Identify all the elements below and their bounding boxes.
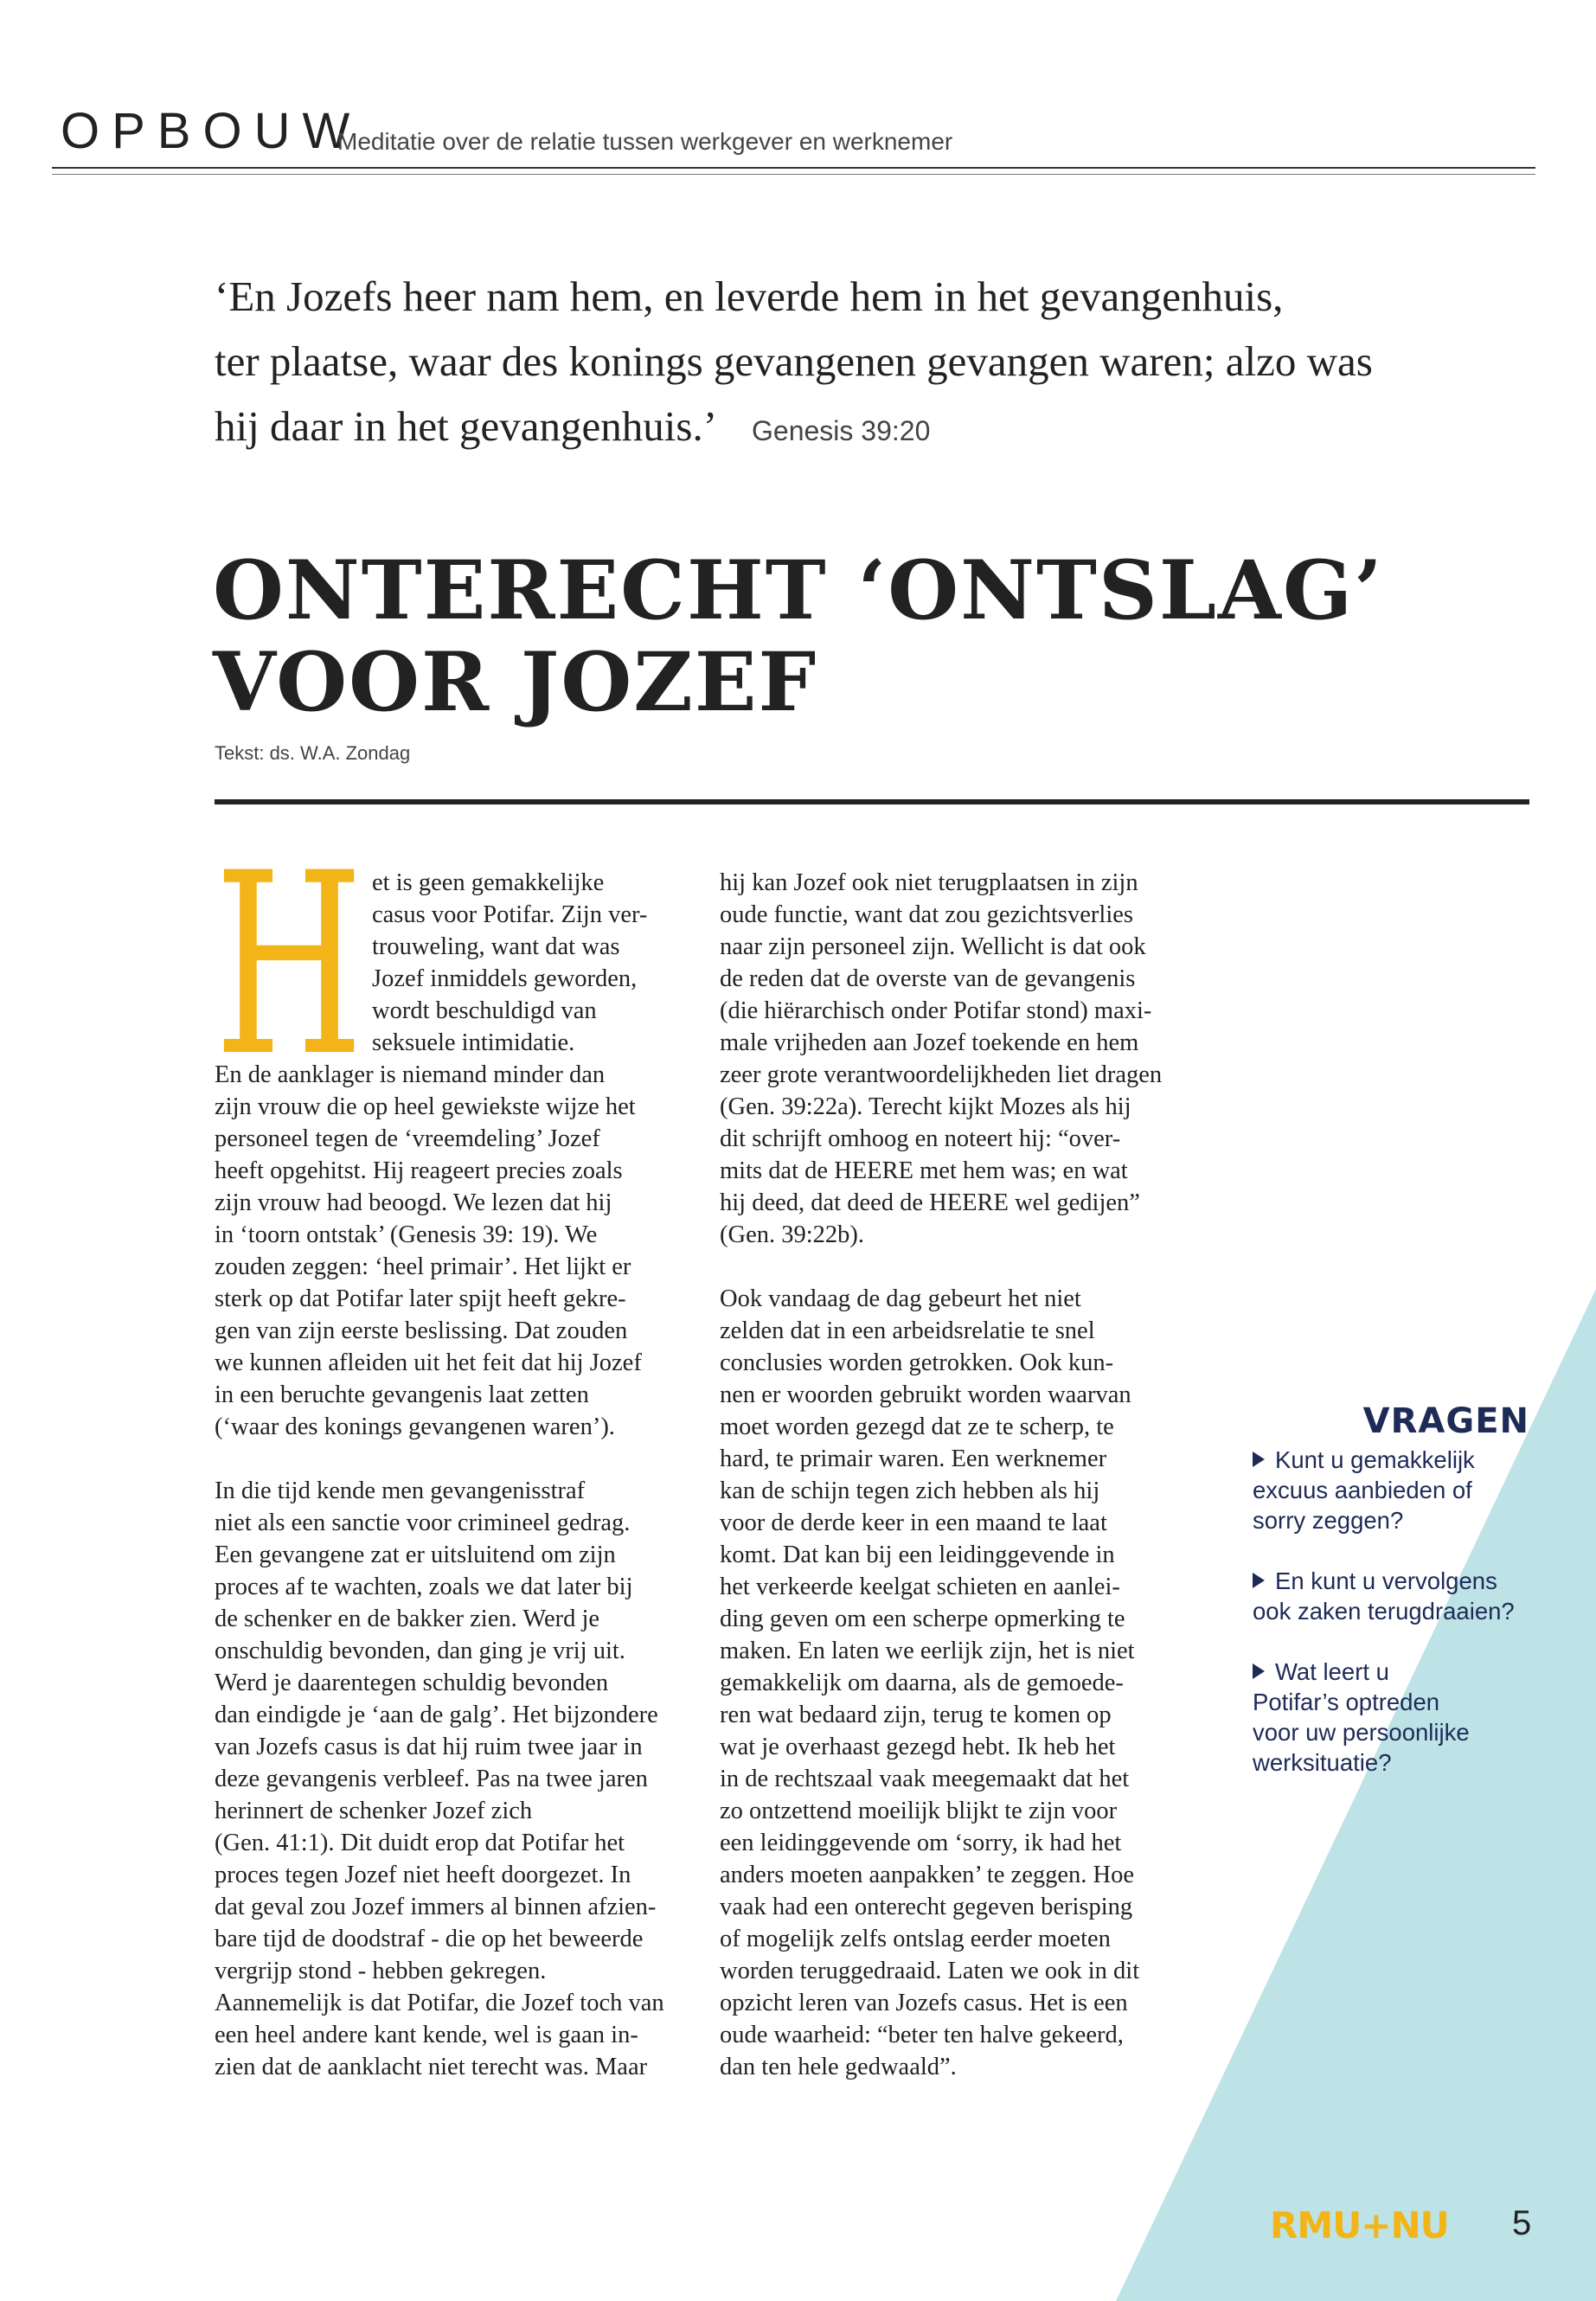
text-line: et is geen gemakkelijke bbox=[372, 869, 605, 896]
text-line: mits dat de HEERE met hem was; en wat bbox=[720, 1157, 1128, 1184]
text-line: maken. En laten we eerlijk zijn, het is niet bbox=[720, 1638, 1135, 1664]
text-line: Aannemelijk is dat Potifar, die Jozef toch van bbox=[215, 1990, 664, 2016]
text-line: voor de derde keer in een maand te laat bbox=[720, 1509, 1107, 1536]
text-line: hij kan Jozef ook niet terugplaatsen in zijn bbox=[720, 869, 1138, 896]
question-item bbox=[1253, 1445, 1529, 1535]
quote-reference: Genesis 39:20 bbox=[752, 415, 931, 446]
text-line: van Jozefs casus is dat hij ruim twee jaar in bbox=[215, 1734, 643, 1760]
text-line: onschuldig bevonden, dan ging je vrij uit. bbox=[215, 1638, 625, 1664]
text-line: zeer grote verantwoordelijkheden liet dragen bbox=[720, 1061, 1163, 1088]
text-line: in ‘toorn ontstak’ (Genesis 39: 19). We bbox=[215, 1221, 598, 1248]
text-line: zelden dat in een arbeidsrelatie te snel bbox=[720, 1317, 1095, 1344]
text-line: Een gevangene zat er uitsluitend om zijn bbox=[215, 1541, 616, 1568]
text-line: seksuele intimidatie. bbox=[372, 1029, 575, 1056]
text-line: In die tijd kende men gevangenisstraf bbox=[215, 1477, 586, 1504]
text-line: zien dat de aanklacht niet terecht was. Maar bbox=[215, 2054, 648, 2080]
text-line: personeel tegen de ‘vreemdeling’ Jozef bbox=[215, 1125, 600, 1152]
text-line: wat je overhaast gezegd hebt. Ik heb het bbox=[720, 1734, 1116, 1760]
section-name: OPBOUW bbox=[61, 103, 362, 159]
triangle-bullet-icon bbox=[1253, 1452, 1265, 1467]
text-line: gemakkelijk om daarna, als de gemoede- bbox=[720, 1670, 1124, 1696]
text-line: zouden zeggen: ‘heel primair’. Het lijkt er bbox=[215, 1253, 631, 1280]
question-text: Kunt u gemakkelijk excuus aanbieden of sorry zeggen? bbox=[1253, 1446, 1475, 1534]
text-line: een leidinggevende om ‘sorry, ik had het bbox=[720, 1830, 1122, 1856]
header-rule-top bbox=[52, 167, 1535, 169]
section-subtitle: Meditatie over de relatie tussen werkgever en werknemer bbox=[337, 128, 953, 155]
text-line: (‘waar des konings gevangenen waren’). bbox=[215, 1413, 615, 1440]
text-line: wordt beschuldigd van bbox=[372, 997, 597, 1024]
text-line: ding geven om een scherpe opmerking te bbox=[720, 1606, 1125, 1632]
text-line: hij deed, dat deed de HEERE wel gedijen” bbox=[720, 1189, 1140, 1216]
text-line: herinnert de schenker Jozef zich bbox=[215, 1798, 533, 1824]
text-line: dat geval zou Jozef immers al binnen afzien- bbox=[215, 1894, 657, 1920]
question-text: En kunt u vervolgens ook zaken terugdraaien? bbox=[1253, 1567, 1515, 1625]
title-rule bbox=[215, 799, 1529, 804]
triangle-bullet-icon bbox=[1253, 1663, 1265, 1679]
text-line: kan de schijn tegen zich hebben als hij bbox=[720, 1477, 1100, 1504]
author-byline: Tekst: ds. W.A. Zondag bbox=[215, 742, 411, 764]
text-line: worden teruggedraaid. Laten we ook in dit bbox=[720, 1958, 1140, 1984]
text-line: (Gen. 39:22a). Terecht kijkt Mozes als hij bbox=[720, 1093, 1131, 1120]
text-line: (Gen. 39:22b). bbox=[720, 1221, 865, 1248]
text-line: niet als een sanctie voor crimineel gedrag. bbox=[215, 1509, 631, 1536]
title-line: ONTERECHT ‘ONTSLAG’ bbox=[213, 543, 1384, 638]
column-1-intro bbox=[372, 867, 647, 1059]
text-line: we kunnen afleiden uit het feit dat hij Jozef bbox=[215, 1349, 642, 1376]
text-line: conclusies worden getrokken. Ook kun- bbox=[720, 1349, 1114, 1376]
paragraph-gap bbox=[720, 1251, 1162, 1283]
logo-nu: NU bbox=[1390, 2204, 1449, 2247]
text-line: of mogelijk zelfs ontslag eerder moeten bbox=[720, 1926, 1111, 1952]
questions-title: VRAGEN bbox=[1362, 1401, 1529, 1441]
text-line: (die hiërarchisch onder Potifar stond) maxi- bbox=[720, 997, 1152, 1024]
text-line: moet worden gezegd dat ze te scherp, te bbox=[720, 1413, 1114, 1440]
text-line: trouweling, want dat was bbox=[372, 933, 620, 960]
text-line: heeft opgehitst. Hij reageert precies zoals bbox=[215, 1157, 623, 1184]
text-line: een heel andere kant kende, wel is gaan in- bbox=[215, 2022, 638, 2048]
text-line: male vrijheden aan Jozef toekende en hem bbox=[720, 1029, 1139, 1056]
text-line: gen van zijn eerste beslissing. Dat zouden bbox=[215, 1317, 628, 1344]
text-line: opzicht leren van Jozefs casus. Het is een bbox=[720, 1990, 1128, 2016]
question-text: Wat leert u Potifar’s optreden voor uw persoonlijke werksituatie? bbox=[1253, 1658, 1470, 1776]
section-label bbox=[61, 102, 362, 160]
text-line: Ook vandaag de dag gebeurt het niet bbox=[720, 1285, 1081, 1312]
text-line: zijn vrouw had beoogd. We lezen dat hij bbox=[215, 1189, 612, 1216]
text-line: het verkeerde keelgat schieten en aanlei- bbox=[720, 1574, 1120, 1600]
column-2-body bbox=[720, 867, 1162, 2083]
article-title bbox=[213, 545, 1384, 728]
quote-line bbox=[215, 394, 1460, 464]
text-line: Werd je daarentegen schuldig bevonden bbox=[215, 1670, 609, 1696]
paragraph-gap bbox=[215, 1443, 664, 1475]
page-number: 5 bbox=[1512, 2204, 1532, 2242]
text-line: vaak had een onterecht gegeven berisping bbox=[720, 1894, 1133, 1920]
text-line: de schenker en de bakker zien. Werd je bbox=[215, 1606, 600, 1632]
column-1-body bbox=[215, 1059, 664, 2083]
text-line: proces af te wachten, zoals we dat later bij bbox=[215, 1574, 633, 1600]
quote-line: ‘En Jozefs heer nam hem, en leverde hem in het gevangenhuis, bbox=[215, 272, 1284, 320]
text-line: nen er woorden gebruikt worden waarvan bbox=[720, 1381, 1131, 1408]
text-line: zo ontzettend moeilijk blijkt te zijn voor bbox=[720, 1798, 1118, 1824]
text-line: vergrijp stond - hebben gekregen. bbox=[215, 1958, 547, 1984]
text-line: sterk op dat Potifar later spijt heeft gekre- bbox=[215, 1285, 626, 1312]
text-line: dan eindigde je ‘aan de galg’. Het bijzondere bbox=[215, 1702, 658, 1728]
header-rule-bottom bbox=[52, 174, 1535, 175]
logo-plus: + bbox=[1361, 2204, 1391, 2247]
text-line: ren wat bedaard zijn, terug te komen op bbox=[720, 1702, 1112, 1728]
question-item bbox=[1253, 1657, 1529, 1778]
text-line: dit schrijft omhoog en noteert hij: “over- bbox=[720, 1125, 1121, 1152]
logo-rmu: RMU bbox=[1270, 2204, 1362, 2247]
title-line: VOOR JOZEF bbox=[213, 635, 818, 730]
text-line: hard, te primair waren. Een werknemer bbox=[720, 1445, 1107, 1472]
drop-cap bbox=[215, 868, 366, 1061]
question-item bbox=[1253, 1566, 1529, 1626]
text-line: naar zijn personeel zijn. Wellicht is dat ook bbox=[720, 933, 1146, 960]
text-line: in een beruchte gevangenis laat zetten bbox=[215, 1381, 589, 1408]
bible-quote bbox=[215, 264, 1460, 464]
text-line: zijn vrouw die op heel gewiekste wijze het bbox=[215, 1093, 636, 1120]
text-line: deze gevangenis verbleef. Pas na twee jaren bbox=[215, 1766, 648, 1792]
quote-line-text: hij daar in het gevangenhuis.’ bbox=[215, 402, 718, 450]
text-line: de reden dat de overste van de gevangenis bbox=[720, 965, 1136, 992]
rmu-nu-logo bbox=[1270, 2204, 1449, 2247]
triangle-bullet-icon bbox=[1253, 1573, 1265, 1588]
text-line: oude waarheid: “beter ten halve gekeerd, bbox=[720, 2022, 1124, 2048]
text-line: Jozef inmiddels geworden, bbox=[372, 965, 638, 992]
text-line: anders moeten aanpakken’ te zeggen. Hoe bbox=[720, 1862, 1134, 1888]
quote-line: ter plaatse, waar des konings gevangenen gevangen waren; alzo was bbox=[215, 337, 1373, 385]
text-line: dan ten hele gedwaald”. bbox=[720, 2054, 957, 2080]
text-line: komt. Dat kan bij een leidinggevende in bbox=[720, 1541, 1115, 1568]
text-line: (Gen. 41:1). Dit duidt erop dat Potifar het bbox=[215, 1830, 625, 1856]
text-line: bare tijd de doodstraf - die op het beweerde bbox=[215, 1926, 644, 1952]
questions-box bbox=[1253, 1401, 1529, 1808]
text-line: En de aanklager is niemand minder dan bbox=[215, 1061, 606, 1088]
text-line: casus voor Potifar. Zijn ver- bbox=[372, 901, 648, 928]
drop-cap-letter: H bbox=[215, 868, 363, 1061]
text-line: in de rechtszaal vaak meegemaakt dat het bbox=[720, 1766, 1130, 1792]
text-line: proces tegen Jozef niet heeft doorgezet. In bbox=[215, 1862, 631, 1888]
text-line: oude functie, want dat zou gezichtsverlies bbox=[720, 901, 1133, 928]
